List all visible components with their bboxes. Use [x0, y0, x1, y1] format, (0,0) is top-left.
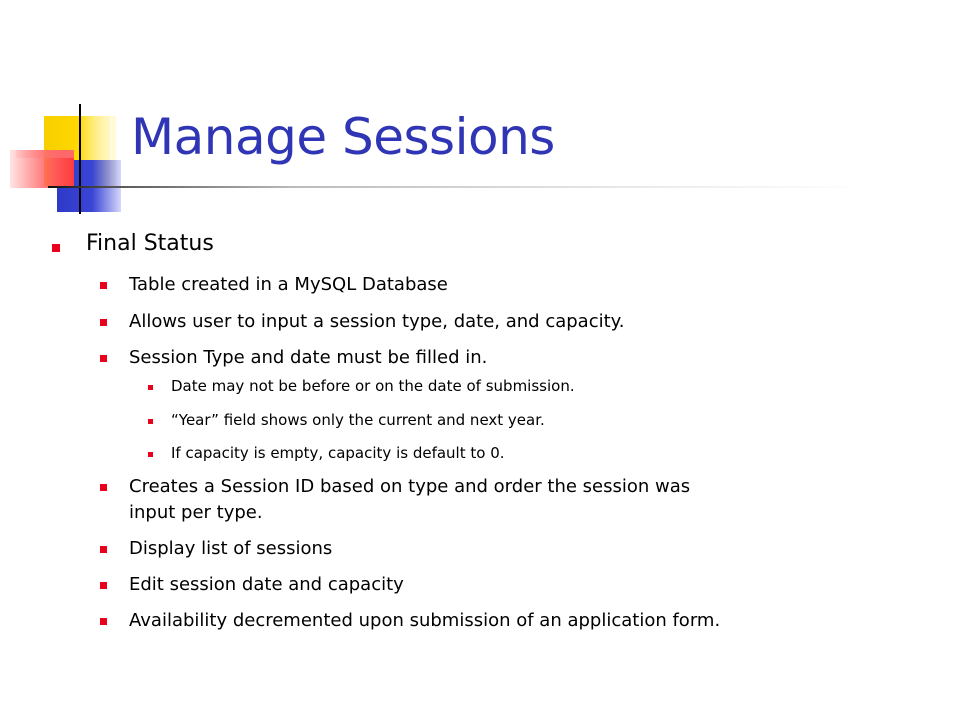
slide-title: Manage Sessions [131, 108, 555, 166]
list-item: Session Type and date must be filled in. [129, 347, 488, 368]
title-underline [48, 186, 868, 188]
list-item: Display list of sessions [129, 538, 333, 559]
decorative-vertical-line [79, 104, 81, 214]
list-item: Availability decremented upon submission of an application form. [129, 610, 721, 631]
list-item: Creates a Session ID based on type and order the session was [129, 476, 691, 497]
bullet-icon [100, 355, 107, 362]
bullet-icon [100, 582, 107, 589]
bullet-icon [100, 282, 107, 289]
sub-list-item: “Year” field shows only the current and next year. [171, 411, 545, 429]
bullet-icon [100, 484, 107, 491]
bullet-icon [52, 244, 60, 252]
bullet-icon [100, 319, 107, 326]
bullet-icon [148, 385, 153, 390]
bullet-icon [148, 419, 153, 424]
list-item: Table created in a MySQL Database [129, 274, 448, 295]
decorative-red-highlight [16, 150, 74, 158]
list-item: Allows user to input a session type, date, and capacity. [129, 311, 625, 332]
bullet-icon [148, 452, 153, 457]
sub-list-item: If capacity is empty, capacity is default to 0. [171, 444, 505, 462]
bullet-icon [100, 546, 107, 553]
sub-list-item: Date may not be before or on the date of submission. [171, 377, 575, 395]
list-item-continuation: input per type. [129, 502, 263, 523]
list-item: Edit session date and capacity [129, 574, 404, 595]
section-heading: Final Status [86, 231, 214, 256]
bullet-icon [100, 618, 107, 625]
